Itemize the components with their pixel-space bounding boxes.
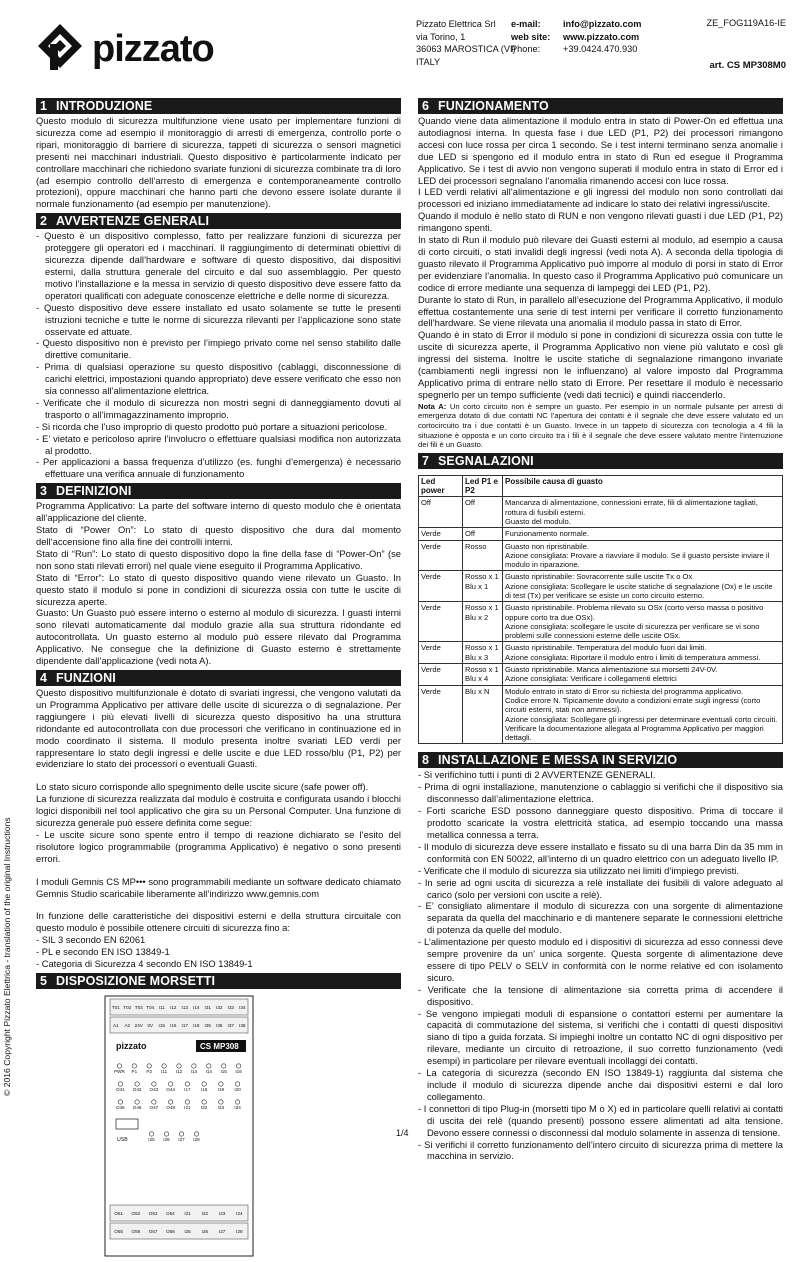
web-label: web site: bbox=[511, 31, 551, 42]
led-indicator bbox=[168, 1100, 172, 1104]
company-name: Pizzato Elettrica Srl bbox=[416, 19, 496, 29]
terminal-label: I13 bbox=[190, 1069, 198, 1074]
section-heading-funzionamento: 6 FUNZIONAMENTO bbox=[418, 98, 783, 114]
led-indicator bbox=[118, 1082, 122, 1086]
led-indicator bbox=[118, 1100, 122, 1104]
table-cell: Guasto ripristinabile: Sovracorrente sulle uscite Tx o Ox Azione consigliata: Scollegare le uscite statiche di segnalazione (Ox) e le uscite di test (Tx) per verificare se esiste un corto circuito esterno. bbox=[503, 571, 783, 602]
led-indicator bbox=[132, 1064, 136, 1068]
section-heading-avvertenze: 2 AVVERTENZE GENERALI bbox=[36, 213, 401, 229]
company-address bbox=[416, 18, 516, 68]
list-item: - Prima di ogni installazione, manutenzione o cablaggio si verifichi che il dispositivo sia disconnesso dall’alimentazione elettrica. bbox=[418, 782, 783, 805]
terminal-label: I38 bbox=[239, 1023, 246, 1028]
led-indicator bbox=[202, 1082, 206, 1086]
operation-paragraph: I LED verdi relativi all’alimentazione e gli ingressi del modulo non sono controllati dai processori ed iniziano immediatamente ad indicare lo stato dei relativi ingressi/uscite. bbox=[418, 187, 783, 210]
terminal-label: A1 bbox=[112, 1023, 119, 1028]
operation-paragraph: Quando è in stato di Error il modulo si pone in condizioni di sicurezza ossia con tutte le uscite di sicurezza aperte, il Programma Applicativo non viene più valutato e così gli ingressi del sistema. Inoltre le uscite statiche di segnalazione rimangono invariate (cambiamenti negli ingressi non le influenzano) al valore imposto dal Programma Applicativo prima di entrare nello stato di Errore. Per resettare il modulo è necessario spegnerlo per un tempo sufficiente (vedi dati tecnici) e quindi riaccenderlo. bbox=[418, 330, 783, 400]
terminal-label: I12 bbox=[170, 1005, 177, 1010]
section-heading-segnalazioni: 7 SEGNALAZIONI bbox=[418, 453, 783, 469]
pizzato-logo bbox=[36, 22, 216, 82]
led-signals-table bbox=[418, 475, 783, 745]
terminal-label: O54 bbox=[166, 1211, 175, 1216]
table-header-row bbox=[419, 475, 783, 497]
terminal-label: T03 bbox=[134, 1005, 143, 1010]
terminal-label: O55 bbox=[114, 1229, 123, 1234]
led-indicator bbox=[117, 1064, 121, 1068]
terminal-label: I25 bbox=[184, 1229, 191, 1234]
definition-paragraph: Guasto: Un Guasto può essere interno o esterno al modulo di sicurezza. I guasti interni sono rilevati automaticamente dal modulo grazie alla sua struttura ridondante ed autocontrollata. Un guasto esterno al modulo può essere rilevato dal Programma Applicativo. Ne consegue che la definizione di Guasto esterno è strettamente dipendente dall’applicazione (vedi nota A). bbox=[36, 608, 401, 667]
section-heading-morsetti: 5 DISPOSIZIONE MORSETTI bbox=[36, 973, 401, 989]
led-indicator bbox=[207, 1064, 211, 1068]
note-a: Nota A: Un corto circuito non è sempre un guasto. Per esempio in un normale pulsante per arresti di emergenza dotato di due contatti NC l’apertura dei contatti è il segnale che deve essere valutato ed un cortocircuito tra i due contatti è un Guasto. Invece in un tappeto di sicurezza con tecnologia a 4 fili la situazione è opposta e un corto circuito tra i fili è il segnale che deve essere valutato mentre l’interruzione dei fili è un Guasto. bbox=[418, 401, 783, 450]
intro-text: Questo modulo di sicurezza multifunzione viene usato per implementare funzioni di sicurezza come ad esempio il monitoraggio di arresti di emergenza, controllo porte o ripari, monitoraggio di barriere di sicurezza, tappeti di sicurezza o sensori magnetici presenti nei macchinari industriali. Questo dispositivo è particolarmente indicato per controllare macchinari che richiedono svariate funzioni di sicurezza combinate tra di loro (ad esempio controllo dell’arresto di emergenza e contemporaneamente controllo protezioni), oppure macchinari che hanno parti che devono essere isolate durante il normale funzionamento (ad esempio per manutenzione). bbox=[36, 116, 401, 210]
list-item: - La categoria di sicurezza (secondo EN ISO 13849-1) raggiunta dal sistema che include il modulo di sicurezza dipende anche dai dispositivi esterni e dal loro collegamento. bbox=[418, 1068, 783, 1102]
table-cell: Verde bbox=[419, 540, 463, 571]
terminal-label: I26 bbox=[163, 1137, 170, 1142]
terminal-label: I23 bbox=[217, 1105, 225, 1110]
table-cell: Off bbox=[463, 497, 503, 528]
terminal-label: PWR bbox=[114, 1069, 125, 1074]
table-cell: Guasto ripristinabile. Temperatura del modulo fuori dai limiti. Azione consigliata: Riportare il modulo entro i limiti di temperatura ammessi. bbox=[503, 642, 783, 664]
table-cell: Rosso x 1 Blu x 4 bbox=[463, 664, 503, 686]
led-indicator bbox=[192, 1064, 196, 1068]
email-label: e-mail: bbox=[511, 19, 541, 29]
terminal-label: I37 bbox=[227, 1023, 234, 1028]
list-item: - Si ricorda che l’uso improprio di questo prodotto può portare a situazioni pericolose. bbox=[36, 421, 388, 432]
terminal-label: O51 bbox=[114, 1211, 123, 1216]
terminal-label: I11 bbox=[158, 1005, 165, 1010]
company-contacts bbox=[511, 18, 641, 56]
module-model: CS MP308 bbox=[200, 1042, 239, 1051]
left-column bbox=[36, 96, 401, 1257]
terminal-label: O45 bbox=[116, 1105, 125, 1110]
list-item: - E’ consigliato alimentare il modulo di sicurezza con una sorgente di alimentazione separata da quella del macchinario e di mantenere separate le connessioni elettriche di potenza da quelle del modulo. bbox=[418, 901, 783, 936]
list-item: - Il modulo di sicurezza deve essere installato e fissato su di una barra Din da 35 mm in conformità con EN 50022, all’interno di un quadro elettrico con un adeguato livello IP. bbox=[418, 841, 783, 864]
operation-paragraph: Quando il modulo è nello stato di RUN e non vengono rilevati guasti i due LED (P1, P2) rimangono spenti. bbox=[418, 211, 783, 234]
phone-label: Phone: bbox=[511, 44, 541, 54]
terminal-label: I16 bbox=[170, 1023, 177, 1028]
section-heading-definizioni: 3 DEFINIZIONI bbox=[36, 483, 401, 499]
terminal-label: I20 bbox=[234, 1087, 241, 1092]
column-header: Led power bbox=[419, 475, 463, 497]
terminal-label: O57 bbox=[148, 1229, 158, 1234]
terminal-label: I28 bbox=[236, 1229, 243, 1234]
terminal-label: I28 bbox=[193, 1137, 200, 1142]
table-cell: Verde bbox=[419, 528, 463, 540]
terminal-label: I22 bbox=[201, 1211, 209, 1216]
terminal-label: I12 bbox=[175, 1069, 183, 1074]
functions-paragraph: In funzione delle caratteristiche dei dispositivi esterni e della struttura circuitale con questo modulo è possibile ottenere circuiti di sicurezza fino a: bbox=[36, 911, 401, 934]
led-indicator bbox=[149, 1132, 153, 1136]
led-indicator bbox=[162, 1064, 166, 1068]
list-item: - Si verifichi il corretto funzionamento dell’intero circuito di sicurezza prima di mettere la macchina in servizio. bbox=[418, 1139, 783, 1162]
list-item: - Forti scariche ESD possono danneggiare questo dispositivo. Prima di toccare il prodotto scaricate la vostra elettricità statica, ad esempio toccando una massa metallica connessa a terra. bbox=[418, 806, 783, 840]
table-cell: Verde bbox=[419, 685, 463, 744]
terminal-label: I36 bbox=[216, 1023, 223, 1028]
definitions bbox=[36, 501, 401, 668]
led-indicator bbox=[235, 1100, 239, 1104]
functions-paragraph: Lo stato sicuro corrisponde allo spegnimento delle uscite sicure (safe power off). bbox=[36, 782, 369, 793]
operation-paragraph: Quando viene data alimentazione il modulo entra in stato di Power-On ed effettua una autodiagnosi interna. In questa fase i due LED (P1, P2) dei processori rimangono accesi con luce rossa per circa 1 secondo. Se i test interni terminano senza anomalie i due LED si spengono ed il modulo entra in stato di Run ed esegue il Programma Applicativo. Se i test di avvio non vengono superati il modulo entra in stato di Error ed i LED dei processori segnalano l’anomalia rimanendo accesi con luce rossa. bbox=[418, 116, 783, 186]
terminal-label: I14 bbox=[205, 1069, 212, 1074]
email-link[interactable]: info@pizzato.com bbox=[563, 19, 642, 29]
installation-list bbox=[418, 770, 783, 1163]
terminal-label: I35 bbox=[204, 1023, 211, 1028]
terminal-label: I14 bbox=[193, 1005, 200, 1010]
terminal-label: I15 bbox=[220, 1069, 227, 1074]
table-cell: Modulo entrato in stato di Error su richiesta del programma applicativo. Codice errore N. Tipicamente dovuto a condizioni errate sugli ingressi (corto circuiti esterni, stati non ammessi). Azione consigliata: Scollegare gli ingressi per determinare eventuali corto circuiti. Verificare la documentazione allegata al Programma Applicativo per maggiori dettagli. bbox=[503, 685, 783, 744]
terminal-label: I24 bbox=[236, 1211, 243, 1216]
terminal-label: I32 bbox=[216, 1005, 223, 1010]
table-row bbox=[419, 540, 783, 571]
functions-paragraph: Questo dispositivo multifunzionale è dotato di svariati ingressi, che vengono valutati da un Programma Applicativo per attivare delle uscite di sicurezza o di segnalazione. Per raggiungere i più elevati livelli di sicurezza questo dispositivo ha una struttura ridondante ed autocontrollata con due processori che verificano in continuazione ed in modo coordinato il sistema. Il modulo presenta inoltre svariati LED verdi per rappresentare lo stato degli ingressi e delle uscite e due LED rosso/blu (P1, P2) per evidenziare lo stato dei processori o eventuali Guasti. bbox=[36, 687, 401, 770]
led-indicator bbox=[177, 1064, 181, 1068]
list-item: - Si verifichino tutti i punti di 2 AVVERTENZE GENERALI. bbox=[418, 770, 656, 781]
table-row bbox=[419, 571, 783, 602]
definition-paragraph: Stato di “Run”: Lo stato di questo dispositivo dopo la fine della fase di “Power-On” (se non sono stati rilevati errori) nel quale viene eseguito il Programma Applicativo. bbox=[36, 548, 401, 571]
terminal-label: I13 bbox=[181, 1005, 188, 1010]
terminal-label: P1 bbox=[131, 1069, 138, 1074]
terminal-label: O56 bbox=[131, 1229, 141, 1234]
terminal-label: O41 bbox=[116, 1087, 125, 1092]
table-cell: Off bbox=[419, 497, 463, 528]
led-indicator bbox=[168, 1082, 172, 1086]
terminal-label: O53 bbox=[148, 1211, 158, 1216]
logo-text: pizzato bbox=[92, 28, 214, 70]
terminal-label: T01 bbox=[111, 1005, 120, 1010]
led-indicator bbox=[152, 1082, 156, 1086]
section-heading-funzioni: 4 FUNZIONI bbox=[36, 670, 401, 686]
terminal-label: I27 bbox=[178, 1137, 185, 1142]
terminal-label: I23 bbox=[218, 1211, 226, 1216]
led-indicator bbox=[147, 1064, 151, 1068]
table-cell: Blu x N bbox=[463, 685, 503, 744]
terminal-label: T02 bbox=[123, 1005, 132, 1010]
terminal-label: O46 bbox=[132, 1105, 142, 1110]
table-cell: Verde bbox=[419, 664, 463, 686]
terminal-label: I33 bbox=[227, 1005, 234, 1010]
standards-item: - SIL 3 secondo EN 62061 bbox=[36, 935, 146, 946]
terminal-label: I17 bbox=[184, 1087, 191, 1092]
terminal-label: T04 bbox=[146, 1005, 155, 1010]
list-item: - Verificate che il modulo di sicurezza sia utilizzato nei limiti d’impiego previsti. bbox=[418, 865, 739, 876]
list-item: - Verificate che la tensione di alimentazione sia corretta prima di accendere il dispositivo. bbox=[418, 984, 783, 1007]
definition-paragraph: Stato di “Power On”: Lo stato di questo dispositivo che dura dal momento dell’accensione fino alla fine dei controlli interni. bbox=[36, 525, 401, 547]
operation-paragraph: In stato di Run il modulo può rilevare dei Guasti esterni al modulo, ad esempio a causa di corto circuiti, o stati invalidi degli ingressi (vedi nota A). A seconda della tipologia di guasto rilevato il Programma Applicativo può imporre al modulo di porsi in stato di Error per evidenziare l’anomalia. In questo caso il Programma Applicativo può comunicare un codice di errore mediante una sequenza di lampeggi dei LED (P1, P2). bbox=[418, 235, 783, 293]
terminal-label: A2 bbox=[124, 1023, 131, 1028]
article-code: art. CS MP308M0 bbox=[709, 60, 786, 71]
table-row bbox=[419, 528, 783, 540]
terminal-label: O58 bbox=[166, 1229, 175, 1234]
section-heading-installazione: 8 INSTALLAZIONE E MESSA IN SERVIZIO bbox=[418, 752, 783, 768]
warnings-list bbox=[36, 231, 401, 481]
company-city: 36063 MAROSTICA (VI) bbox=[416, 44, 516, 54]
logo-mark bbox=[38, 24, 82, 70]
terminal-label: I17 bbox=[181, 1023, 188, 1028]
table-cell: Rosso x 1 Blu x 3 bbox=[463, 642, 503, 664]
terminal-label: I16 bbox=[235, 1069, 242, 1074]
functions-paragraph: La funzione di sicurezza realizzata dal modulo è costruita e configurata usando i blocchi logici disponibili nel tool applicativo che gira su un Personal Computer. Una funzione di sicurezza generale può essere definita come segue: bbox=[36, 794, 401, 829]
terminal-label: I26 bbox=[201, 1229, 209, 1234]
terminal-label: 24V bbox=[134, 1023, 143, 1028]
column-header: Possibile causa di guasto bbox=[503, 475, 783, 497]
led-indicator bbox=[185, 1082, 189, 1086]
functions-paragraph: - Le uscite sicure sono spente entro il tempo di reazione dichiarato se l’esito del risolutore logico programmabile (programma Applicativo) è negativo o sono presenti errori. bbox=[36, 829, 401, 864]
table-cell: Rosso bbox=[463, 540, 503, 571]
terminal-label: I24 bbox=[234, 1105, 241, 1110]
phone-number: +39.0424.470.930 bbox=[563, 44, 638, 54]
terminal-label: O44 bbox=[166, 1087, 175, 1092]
terminal-label: O47 bbox=[149, 1105, 159, 1110]
led-indicator bbox=[221, 1064, 225, 1068]
led-indicator bbox=[235, 1082, 239, 1086]
definition-paragraph: Stato di “Error”: Lo stato di questo dispositivo quando viene rilevato un Guasto. In questo stato il modulo si pone in condizioni di sicurezza ossia con tutte le uscite di sicurezza aperte. bbox=[36, 572, 401, 607]
terminal-label: I15 bbox=[158, 1023, 165, 1028]
terminal-label: I27 bbox=[218, 1229, 226, 1234]
table-cell: Verde bbox=[419, 571, 463, 602]
table-cell: Verde bbox=[419, 602, 463, 642]
section-heading-introduzione: 1 INTRODUZIONE bbox=[36, 98, 401, 114]
document-header bbox=[36, 14, 786, 104]
list-item: - L’alimentazione per questo modulo ed i dispositivi di sicurezza ad esso connessi deve sempre provenire da un’ unica sorgente. Questa sorgente di alimentazione deve essere di tipo PELV o SELV in conformità con le norme relative ed con isolamento sicuro. bbox=[418, 937, 783, 983]
module-brand: pizzato bbox=[116, 1041, 147, 1051]
table-cell: Guasto ripristinabile. Problema rilevato su OSx (corto verso massa o positivo oppure corto tra due OSx). Azione consigliata: scollegare le uscite di sicurezza per verificare se vi sono problemi sulle connessioni esterne delle uscite OSx. bbox=[503, 602, 783, 642]
terminal-label: I21 bbox=[184, 1211, 191, 1216]
table-cell: Guasto ripristinabile. Manca alimentazione sui morsetti 24V-0V. Azione consigliata: Verificare i collegamenti elettrici bbox=[503, 664, 783, 686]
terminal-label: I21 bbox=[184, 1105, 191, 1110]
list-item: - Verificate che il modulo di sicurezza non mostri segni di danneggiamento dovuti al trasporto o all’immagazzinamento improprio. bbox=[36, 397, 401, 420]
table-row bbox=[419, 664, 783, 686]
usb-label: USB bbox=[117, 1137, 128, 1143]
led-indicator bbox=[179, 1132, 183, 1136]
table-cell: Mancanza di alimentazione, connessioni errate, fili di alimentazione tagliati, rottura di fusibili esterni. Guasto del modulo. bbox=[503, 497, 783, 528]
table-row bbox=[419, 497, 783, 528]
terminal-label: I19 bbox=[217, 1087, 225, 1092]
table-cell: Verde bbox=[419, 642, 463, 664]
led-indicator bbox=[164, 1132, 168, 1136]
table-row bbox=[419, 685, 783, 744]
led-indicator bbox=[152, 1100, 156, 1104]
table-cell: Guasto non ripristinabile. Azione consigliata: Provare a riavviare il modulo. Se il guasto persiste inviare il modulo in riparazione. bbox=[503, 540, 783, 571]
led-indicator bbox=[194, 1132, 198, 1136]
terminal-label: I34 bbox=[239, 1005, 246, 1010]
standards-item: - PL e secondo EN ISO 13849-1 bbox=[36, 947, 170, 958]
terminal-label: 0V bbox=[147, 1023, 154, 1028]
led-indicator bbox=[236, 1064, 240, 1068]
terminal-label: I25 bbox=[148, 1137, 155, 1142]
led-indicator bbox=[219, 1100, 223, 1104]
table-cell: Rosso x 1 Blu x 1 bbox=[463, 571, 503, 602]
definition-paragraph: Programma Applicativo: La parte del software interno di questo modulo che è orientata all’applicazione del cliente. bbox=[36, 501, 401, 524]
terminal-label: I22 bbox=[200, 1105, 208, 1110]
led-row bbox=[114, 1064, 242, 1074]
terminal-label: I18 bbox=[193, 1023, 200, 1028]
list-item: - Se vengono impiegati moduli di espansione o contattori esterni per aumentare la capacità di commutazione del sistema, si verifichi che i contatti di questi dispositivi siano di tipo a guida forzata. Si impieghi inoltre un contatto NC di ogni dispositivo per rilevare, mediante un circuito di retroazione, il suo corretto funzionamento (vedi esempi) in particolare per rilevare eventuali incollaggi dei contatti. bbox=[418, 1008, 783, 1067]
list-item: - Per applicazioni a bassa frequenza d’utilizzo (es. funghi d’emergenza) è necessario effettuare una verifica annuale di funzionamento bbox=[36, 457, 401, 480]
standards-item: - Categoria di Sicurezza 4 secondo EN ISO 13849-1 bbox=[36, 959, 253, 970]
list-item: - Prima di qualsiasi operazione su questo dispositivo (cablaggi, disconnessione di carichi elettrici, impostazioni quando appropriato) deve essere verificato che esso non sia connesso all’alimentazione elettrica. bbox=[36, 362, 401, 397]
terminal-label: I18 bbox=[200, 1087, 208, 1092]
operation-paragraph: Durante lo stato di Run, in parallelo all’esecuzione del Programma Applicativo, il modulo effettua costantemente una serie di test interni per verificare il corretto funzionamento dell’hardware. Se viene rilevata una anomalia il modulo passa in stato di Error. bbox=[418, 294, 783, 329]
company-country: ITALY bbox=[416, 56, 441, 67]
list-item: - Questo dispositivo deve essere installato ed usato solamente se tutte le presenti istruzioni tecniche e tutte le norme di sicurezza rilevanti per l’applicazione sono state osservate ed attuate. bbox=[36, 302, 401, 337]
led-indicator bbox=[219, 1082, 223, 1086]
list-item: - Questo dispositivo non è previsto per l’impiego privato come nel senso stabilito dalle direttive comunitarie. bbox=[36, 338, 401, 361]
copyright-notice: © 2016 Copyright Pizzato Elettrica - translation of the original Instructions bbox=[2, 817, 12, 1096]
led-indicator bbox=[202, 1100, 206, 1104]
document-code: ZE_FOG119A16-IE bbox=[706, 18, 786, 28]
column-header: Led P1 e P2 bbox=[463, 475, 503, 497]
table-cell: Funzionamento normale. bbox=[503, 528, 783, 540]
web-link[interactable]: www.pizzato.com bbox=[563, 31, 640, 42]
terminal-label: I31 bbox=[204, 1005, 211, 1010]
terminal-label: O43 bbox=[149, 1087, 159, 1092]
terminal-label: P2 bbox=[146, 1069, 153, 1074]
terminal-label: O52 bbox=[131, 1211, 141, 1216]
usb-port bbox=[116, 1119, 138, 1129]
terminal-label: O48 bbox=[166, 1105, 175, 1110]
led-indicator bbox=[135, 1100, 139, 1104]
led-indicator bbox=[185, 1100, 189, 1104]
list-item: - Questo è un dispositivo complesso, fatto per realizzare funzioni di sicurezza per proteggere gli operatori ed i macchinari. Il raggiungimento di determinati obiettivi di sicurezza dipende dall’hardware e software di questo dispositivo, dai dispositivi esterni, dalla struttura generale del circuito e dal suo assemblaggio. Per questo motivo l’installazione e la messa in servizio di questo dispositivo deve essere fatto da operatori qualificati con adeguate conoscenze elettriche e delle norme di sicurezza. bbox=[36, 231, 401, 301]
list-item: - E’ vietato e pericoloso aprire l’involucro o effettuare qualsiasi modifica non autorizzata al prodotto. bbox=[36, 433, 401, 456]
company-street: via Torino, 1 bbox=[416, 31, 466, 42]
table-row bbox=[419, 602, 783, 642]
terminal-layout-diagram bbox=[104, 995, 254, 1257]
right-column bbox=[418, 96, 783, 1163]
terminal-label: I11 bbox=[161, 1069, 168, 1074]
page-number: 1/4 bbox=[396, 1128, 409, 1138]
functions-paragraph: I moduli Gemnis CS MP••• sono programmabili mediante un software dedicato chiamato Gemnis Studio scaricabile liberamente all’indirizzo www.gemnis.com bbox=[36, 876, 401, 899]
table-row bbox=[419, 642, 783, 664]
led-indicator bbox=[135, 1082, 139, 1086]
terminal-label: O42 bbox=[132, 1087, 142, 1092]
list-item: - In serie ad ogni uscita di sicurezza a relè installate dei fusibili di valore adeguato al carico (solo per versioni con uscite a relè). bbox=[418, 877, 783, 900]
list-item: - I connettori di tipo Plug-in (morsetti tipo M o X) ed in particolare quelli relativi ai contatti di uscita dei relè (quando presenti) possono essere alimentati ad alta tensione. Devono essere connessi o disconnessi dal modulo solamente in assenza di tensione. bbox=[418, 1103, 783, 1138]
table-cell: Off bbox=[463, 528, 503, 540]
table-cell: Rosso x 1 Blu x 2 bbox=[463, 602, 503, 642]
